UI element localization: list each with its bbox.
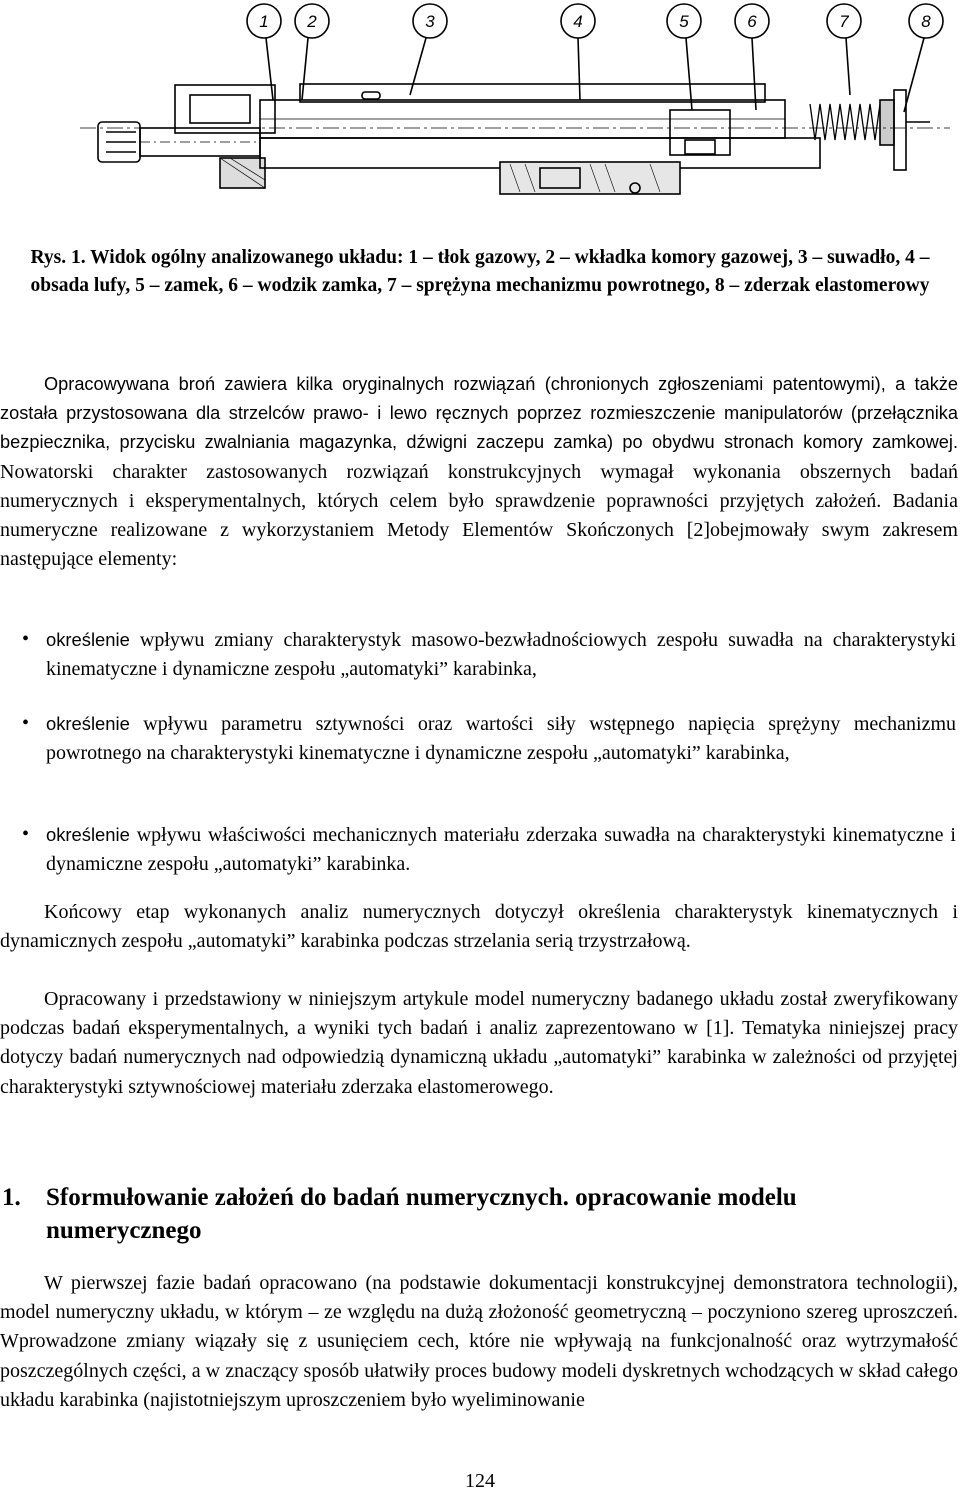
svg-text:2: 2 (307, 12, 317, 31)
callout-6 (735, 4, 769, 110)
page-number: 124 (465, 1470, 495, 1492)
figure-caption: Rys. 1. Widok ogólny analizowanego układu: 1 – tłok gazowy, 2 – wkładka komory gazowej, 3 – suwadło, 4 – obsada lufy, 5 – zamek, 6 – wodzik zamka, 7 – sprężyna mechanizmu powrotnego, 8 – zderzak elastomerowy (30, 247, 930, 296)
technical-drawing (80, 0, 960, 222)
svg-text:7: 7 (839, 12, 849, 31)
paragraph-first-phase: W pierwszej fazie badań opracowano (na podstawie dokumentacji konstrukcyjnej demonstratora technologii), model numeryczny układu, w którym – ze względu na dużą złożoność geometryczną – poczyniono szereg uproszczeń. Wprowadzone zmiany wiązały się z usunięciem cech, które nie wpływają na funkcjonalność oraz wytrzymałość poszczególnych części, a w znaczący sposób ułatwiły proces budowy modeli dyskretnych wchodzących w skład całego układu karabinka (najistotniejszym uproszczeniem było wyeliminowanie (0, 1272, 958, 1411)
svg-text:6: 6 (747, 12, 757, 31)
svg-text:3: 3 (425, 12, 435, 31)
svg-text:8: 8 (921, 12, 931, 31)
paragraph-final-stage: Końcowy etap wykonanych analiz numerycznych dotyczył określenia charakterystyk kinematycznych i dynamicznych zespołu „automatyki” karabinka podczas strzelania serią trzystrzałową. (0, 901, 958, 953)
bullet-icon: • (22, 628, 30, 650)
bullet-icon: • (22, 823, 30, 845)
callout-5 (667, 4, 701, 110)
paragraph-intro-serif: Nowatorski charakter zastosowanych rozwiązań konstrukcyjnych wymagał wykonania obszernych badań numerycznych i eksperymentalnych, których celem było sprawdzenie poprawności przyjętych założeń. Badania numeryczne realizowane z wykorzystaniem Metody Elementów Skończonych [2]obejmowały swym zakresem następujące elementy: (0, 460, 958, 571)
recoil-spring (810, 104, 880, 140)
callout-7 (827, 4, 861, 95)
svg-text:1: 1 (259, 12, 269, 31)
bullet-icon: • (22, 712, 30, 734)
callout-8 (904, 4, 943, 112)
list-item: • określenie wpływu właściwości mechanicznych materiału zderzaka suwadła na charakterystyki kinematyczne i dynamiczne zespołu „automatyki” karabinka. (46, 820, 956, 879)
paragraph-intro-sans: Opracowywana broń zawiera kilka oryginalnych rozwiązań (chronionych zgłoszeniami patentowymi), a także została przystosowana dla strzelców prawo- i lewo ręcznych poprzez rozmieszczenie manipulatorów (przełącznika bezpiecznika, przycisku zwalniania magazynka, dźwigni zaczepu zamka) po obydwu stronach komory zamkowej. (0, 374, 958, 453)
list-item: • określenie wpływu parametru sztywności oraz wartości siły wstępnego napięcia sprężyny mechanizmu powrotnego na charakterystyki kinematyczne i dynamiczne zespołu „automatyki” karabinka, (46, 709, 956, 768)
section-title: Sformułowanie założeń do badań numerycznych. opracowanie modelu numerycznego (46, 1184, 797, 1244)
section-number: 1. (2, 1184, 21, 1211)
callout-3 (410, 4, 447, 95)
assembly-body (80, 84, 950, 194)
paragraph-intro (0, 370, 958, 574)
svg-text:4: 4 (573, 12, 583, 31)
section-heading (0, 1181, 958, 1247)
paragraph-model-verification: Opracowany i przedstawiony w niniejszym artykule model numeryczny badanego układu został zweryfikowany podczas badań eksperymentalnych, a wyniki tych badań i analiz zaprezentowano w [1]. Tematyka niniejszej pracy dotyczy badań numerycznych nad odpowiedzią dynamiczną układu „automatyki” karabinka w zależności od przyjętej charakterystyki sztywnościowej materiału zderzaka elastomerowego. (0, 988, 958, 1098)
callout-4 (561, 4, 595, 100)
svg-text:5: 5 (679, 12, 689, 31)
list-item: • określenie wpływu zmiany charakterystyk masowo-bezwładnościowych zespołu suwadła na charakterystyki kinematyczne i dynamiczne zespołu „automatyki” karabinka, (46, 625, 956, 684)
rifle-mechanism-drawing (80, 0, 960, 222)
